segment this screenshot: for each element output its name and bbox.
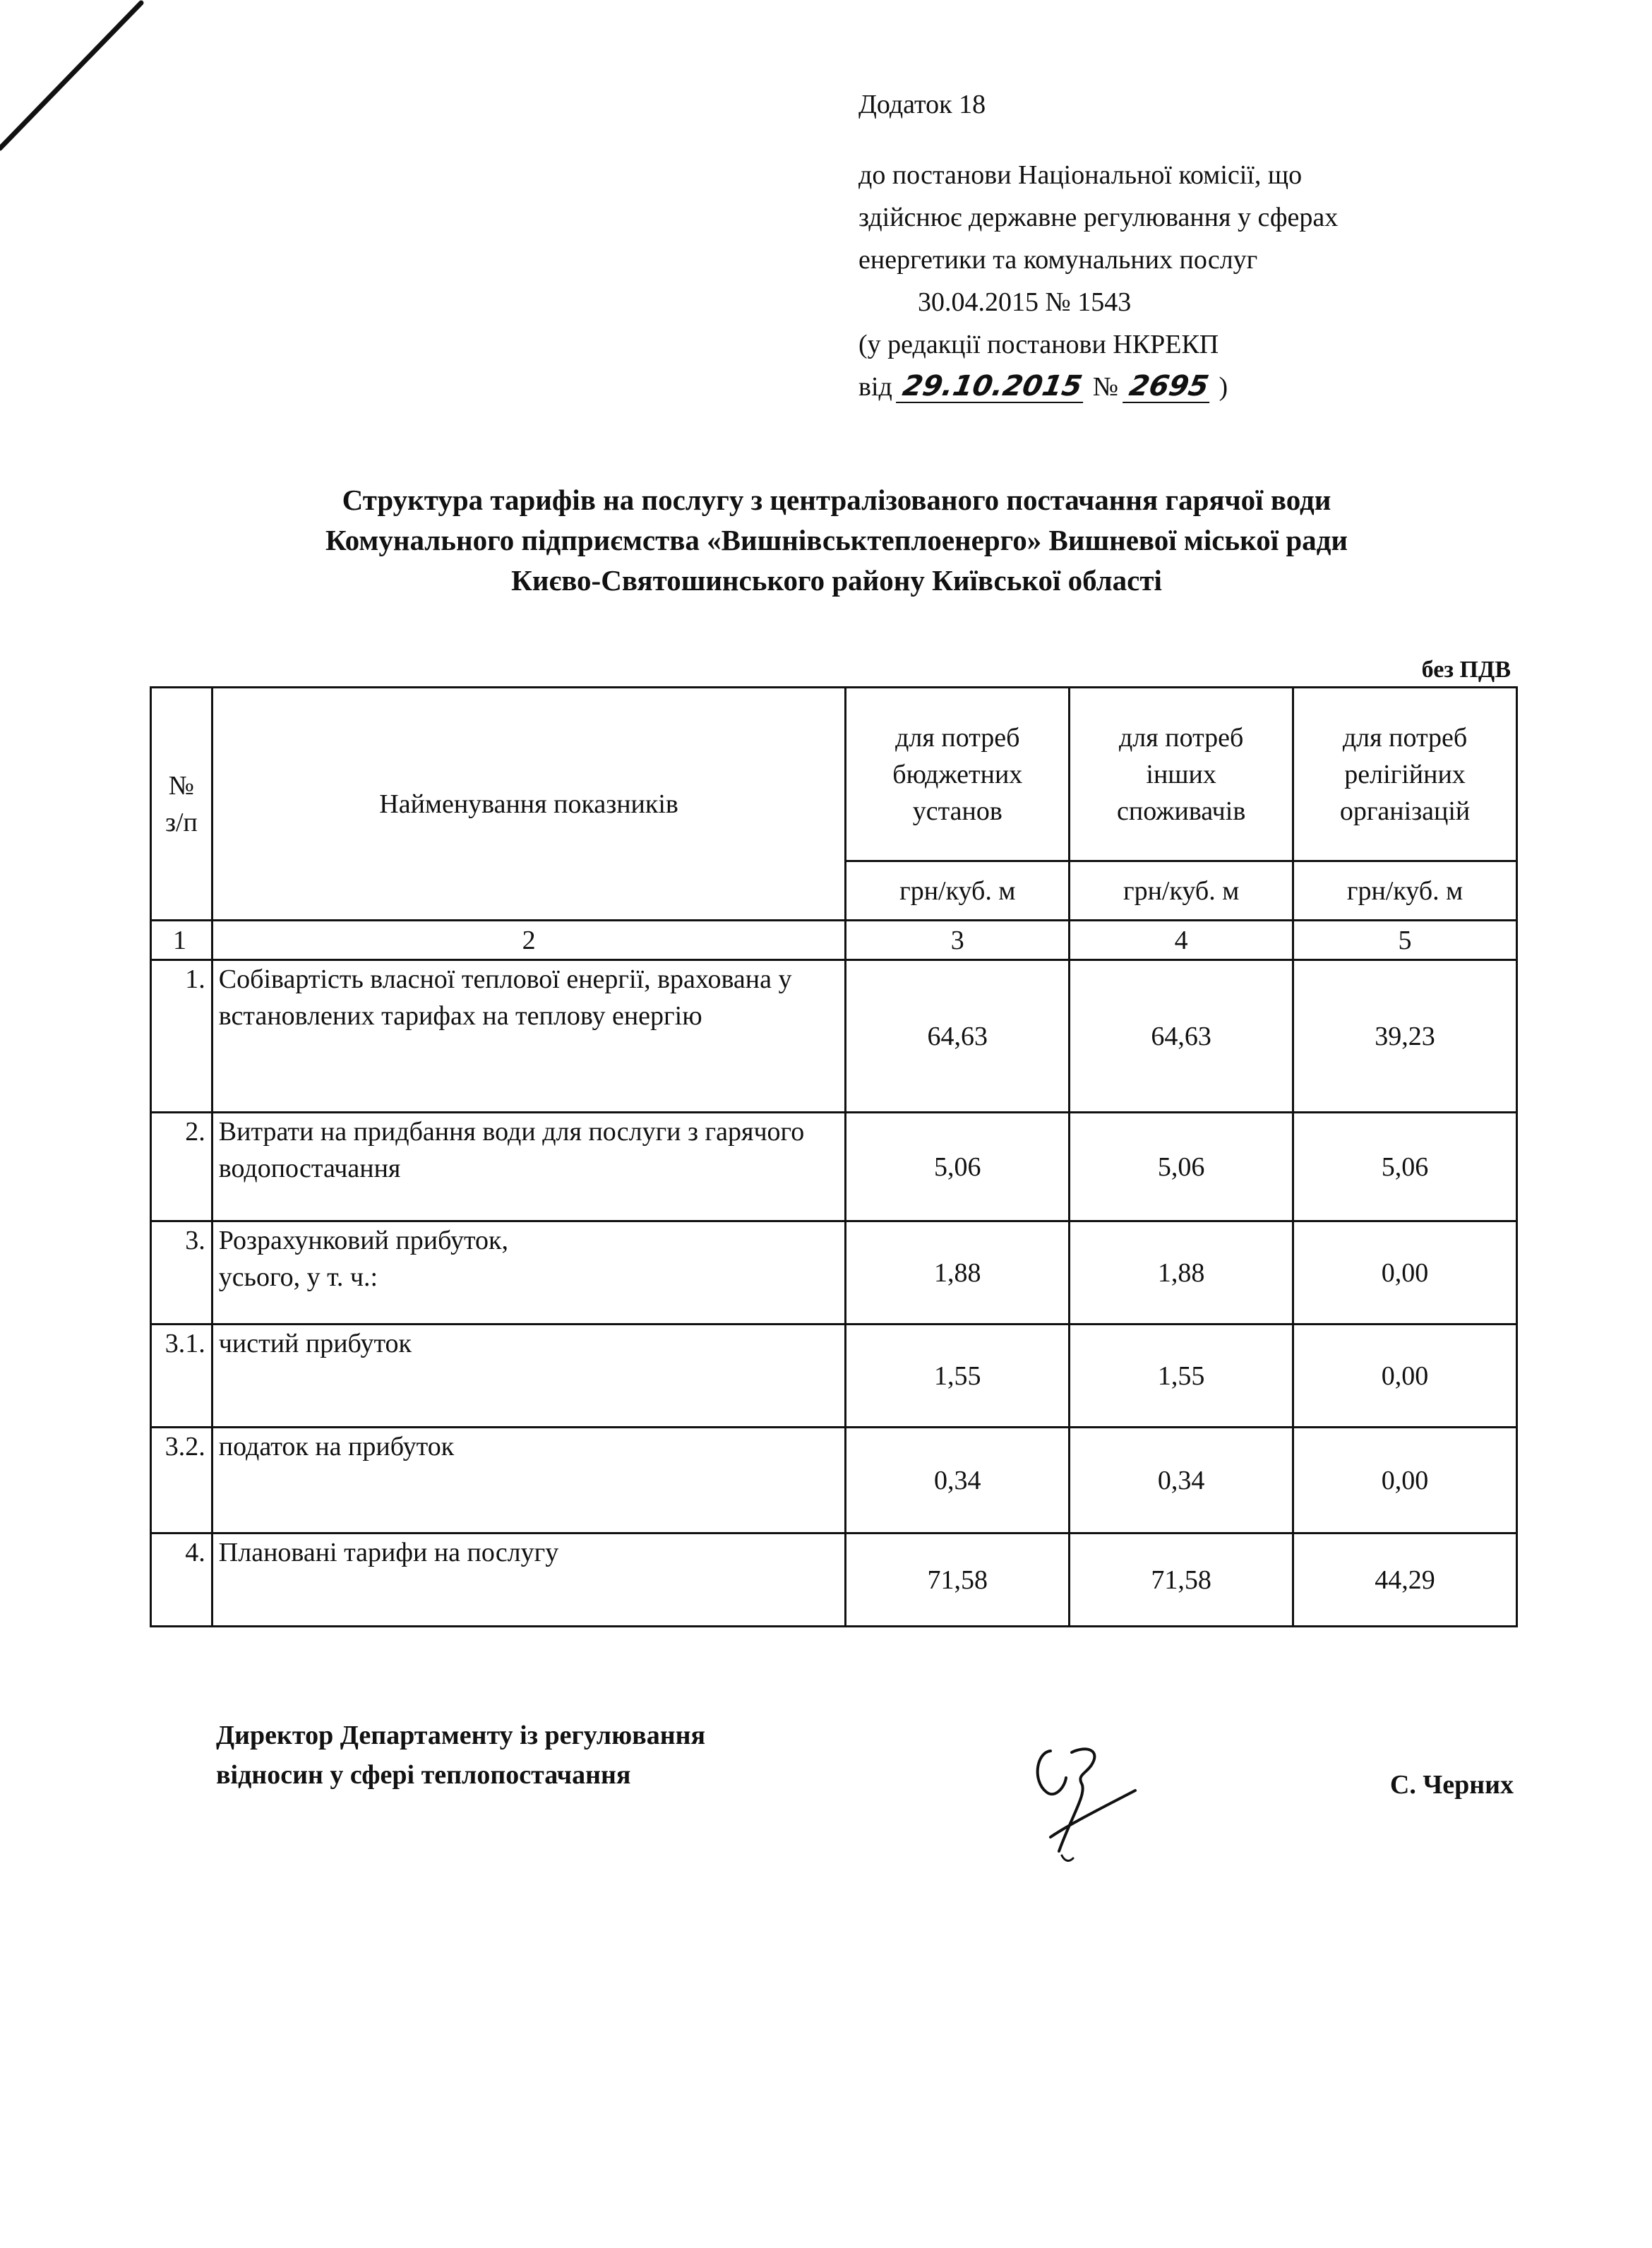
header-num: № з/п bbox=[151, 688, 213, 921]
column-number: 5 bbox=[1293, 921, 1517, 960]
value-budget: 1,55 bbox=[846, 1325, 1070, 1428]
row-number: 2. bbox=[151, 1113, 213, 1221]
annex-resolution-line-2: здійснює державне регулювання у сферах bbox=[858, 203, 1339, 232]
value-budget: 71,58 bbox=[846, 1533, 1070, 1627]
value-religious: 0,00 bbox=[1293, 1428, 1517, 1533]
vat-note: без ПДВ bbox=[1421, 657, 1511, 683]
value-budget: 64,63 bbox=[846, 960, 1070, 1113]
title-line: Структура тарифів на послугу з централізованого постачання гарячої води bbox=[342, 484, 1331, 516]
unit-label: грн/куб. м bbox=[1070, 861, 1293, 921]
table-row bbox=[151, 1533, 1517, 1627]
table-row bbox=[151, 1113, 1517, 1221]
annex-resolution-line-3: енергетики та комунальних послуг bbox=[858, 245, 1258, 275]
value-other: 5,06 bbox=[1070, 1113, 1293, 1221]
signer-name: С. Черних bbox=[1389, 1770, 1514, 1800]
header-religious-organizations: для потреб релігійних організацій bbox=[1293, 688, 1517, 861]
value-other: 71,58 bbox=[1070, 1533, 1293, 1627]
table-row bbox=[151, 1221, 1517, 1325]
handwritten-edition-date: 29.10.2015 bbox=[896, 371, 1089, 403]
margin-pen-stroke bbox=[0, 0, 155, 162]
row-number: 3.1. bbox=[151, 1325, 213, 1428]
value-religious: 39,23 bbox=[1293, 960, 1517, 1113]
unit-label: грн/куб. м bbox=[846, 861, 1070, 921]
title-line: Києво-Святошинського району Київської області bbox=[511, 564, 1162, 597]
column-number: 2 bbox=[212, 921, 846, 960]
header-other-consumers: для потреб інших споживачів bbox=[1070, 688, 1293, 861]
value-other: 1,88 bbox=[1070, 1221, 1293, 1325]
annex-resolution-line-1: до постанови Національної комісії, що bbox=[858, 160, 1303, 190]
value-other: 1,55 bbox=[1070, 1325, 1293, 1428]
handwritten-edition-number: 2695 bbox=[1123, 371, 1215, 403]
header-indicator-name: Найменування показників bbox=[212, 688, 846, 921]
row-indicator: податок на прибуток bbox=[212, 1428, 846, 1533]
value-religious: 0,00 bbox=[1293, 1221, 1517, 1325]
annex-close-paren: ) bbox=[1219, 372, 1228, 402]
row-number: 3. bbox=[151, 1221, 213, 1325]
document-title bbox=[141, 480, 1532, 601]
column-number: 1 bbox=[151, 921, 213, 960]
value-budget: 1,88 bbox=[846, 1221, 1070, 1325]
table-row bbox=[151, 960, 1517, 1113]
row-number: 4. bbox=[151, 1533, 213, 1627]
annex-date-number: 30.04.2015 № 1543 bbox=[918, 287, 1132, 317]
signatory-position-line: Директор Департаменту із регулювання bbox=[216, 1721, 706, 1750]
row-number: 1. bbox=[151, 960, 213, 1113]
annex-edition-line: (у редакції постанови НКРЕКП bbox=[858, 330, 1219, 359]
row-indicator: Плановані тарифи на послугу bbox=[212, 1533, 846, 1627]
annex-label: Додаток 18 bbox=[858, 90, 986, 119]
annex-header bbox=[858, 83, 1338, 408]
unit-label: грн/куб. м bbox=[1293, 861, 1517, 921]
value-religious: 5,06 bbox=[1293, 1113, 1517, 1221]
value-budget: 0,34 bbox=[846, 1428, 1070, 1533]
row-indicator: Розрахунковий прибуток, усього, у т. ч.: bbox=[212, 1221, 846, 1325]
annex-from-label: від bbox=[858, 372, 892, 402]
table-row bbox=[151, 1325, 1517, 1428]
column-number-row bbox=[151, 921, 1517, 960]
table-header-row bbox=[151, 688, 1517, 861]
annex-edition-details bbox=[858, 366, 1338, 408]
value-other: 0,34 bbox=[1070, 1428, 1293, 1533]
row-indicator: Собівартість власної теплової енергії, врахована у встановлених тарифах на теплову енергію bbox=[212, 960, 846, 1113]
row-number: 3.2. bbox=[151, 1428, 213, 1533]
value-other: 64,63 bbox=[1070, 960, 1293, 1113]
annex-number-sign: № bbox=[1092, 372, 1119, 402]
value-religious: 44,29 bbox=[1293, 1533, 1517, 1627]
signatory-position-line: відносин у сфері теплопостачання bbox=[216, 1760, 631, 1790]
value-budget: 5,06 bbox=[846, 1113, 1070, 1221]
value-religious: 0,00 bbox=[1293, 1325, 1517, 1428]
tariff-structure-table bbox=[150, 686, 1518, 1627]
column-number: 4 bbox=[1070, 921, 1293, 960]
header-budget-institutions: для потреб бюджетних установ bbox=[846, 688, 1070, 861]
column-number: 3 bbox=[846, 921, 1070, 960]
row-indicator: Витрати на придбання води для послуги з гарячого водопостачання bbox=[212, 1113, 846, 1221]
table-row bbox=[151, 1428, 1517, 1533]
signatory-position bbox=[216, 1716, 705, 1795]
row-indicator: чистий прибуток bbox=[212, 1325, 846, 1428]
title-line: Комунального підприємства «Вишнівськтеплоенерго» Вишневої міської ради bbox=[325, 524, 1348, 556]
handwritten-signature bbox=[1022, 1731, 1149, 1872]
